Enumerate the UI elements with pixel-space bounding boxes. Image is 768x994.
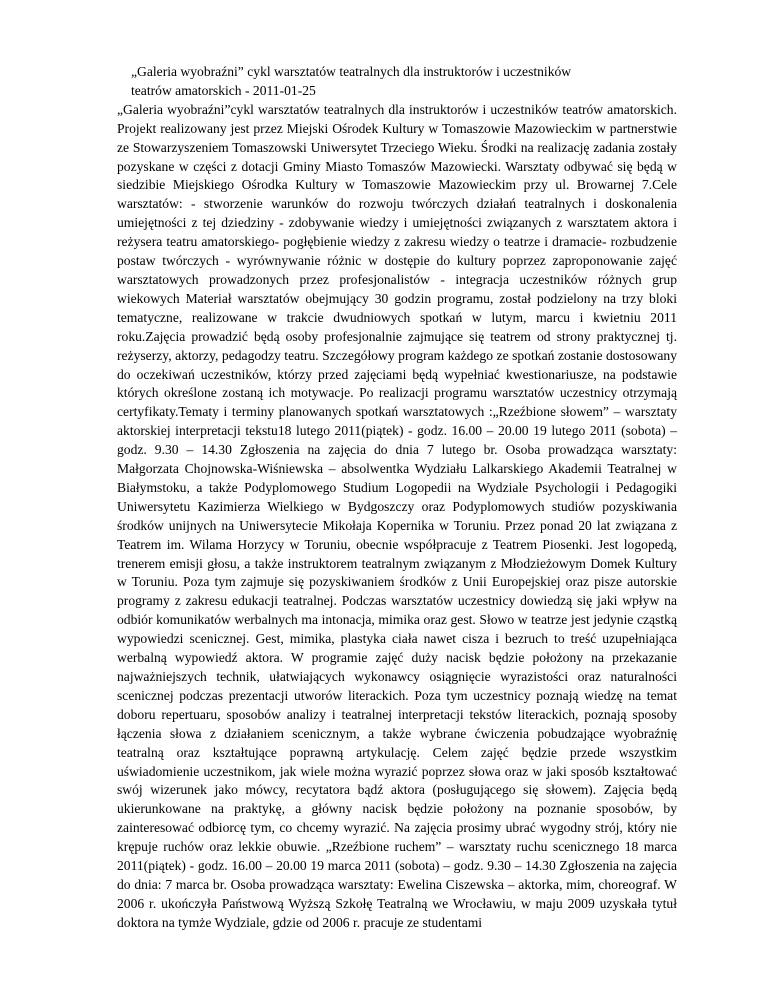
document-page (117, 63, 677, 933)
document-body: „Galeria wyobraźni”cykl warsztatów teatralnych dla instruktorów i uczestników teatrów amatorskich. Projekt realizowany jest przez Miejski Ośrodek Kultury w Tomaszowie Mazowieckim w partnerstwie ze Stowarzyszeniem Tomaszowski Uniwersytet Trzeciego Wieku. Środki na realizację zadania zostały pozyskane w części z dotacji Gminy Miasto Tomaszów Mazowiecki. Warsztaty odbywać się będą w siedzibie Miejskiego Ośrodka Kultury w Tomaszowie Mazowieckim przy ul. Browarnej 7.Cele warsztatów: - stworzenie warunków do rozwoju twórczych działań teatralnych i doskonalenia umiejętności z tej dziedziny - zdobywanie wiedzy i umiejętności związanych z warsztatem aktora i reżysera teatru amatorskiego- pogłębienie wiedzy z zakresu wiedzy o teatrze i dramacie- rozbudzenie postaw twórczych - wyrównywanie różnic w dostępie do kultury poprzez zaproponowanie zajęć warsztatowych prowadzonych przez profesjonalistów - integracja uczestników różnych grup wiekowych Materiał warsztatów obejmujący 30 godzin programu, został podzielony na trzy bloki tematyczne, realizowane w trakcie dwudniowych spotkań w lutym, marcu i kwietniu 2011 roku.Zajęcia prowadzić będą osoby profesjonalnie zajmujące się teatrem od strony praktycznej tj. reżyserzy, aktorzy, pedagodzy teatru. Szczegółowy program każdego ze spotkań zostanie dostosowany do oczekiwań uczestników, którzy przed zajęciami będą wypełniać kwestionariusze, na podstawie których określone zostaną ich motywacje. Po realizacji programu warsztatów uczestnicy otrzymają certyfikaty.Tematy i terminy planowanych spotkań warsztatowych :„Rzeźbione słowem” – warsztaty aktorskiej interpretacji tekstu18 lutego 2011(piątek) - godz. 16.00 – 20.00 19 lutego 2011 (sobota) – godz. 9.30 – 14.30 Zgłoszenia na zajęcia do dnia 7 lutego br. Osoba prowadząca warsztaty: Małgorzata Chojnowska-Wiśniewska – absolwentka Wydziału Lalkarskiego Akademii Teatralnej w Białymstoku, a także Podyplomowego Studium Logopedii na Wydziale Psychologii i Pedagogiki Uniwersytetu Kazimierza Wielkiego w Bydgoszczy oraz Podyplomowych studiów pozyskiwania środków unijnych na Uniwersytecie Mikołaja Kopernika w Toruniu. Przez ponad 20 lat związana z Teatrem im. Wilama Horzycy w Toruniu, obecnie współpracuje z Teatrem Piosenki. Jest logopedą, trenerem emisji głosu, a także instruktorem teatralnym związanym z Młodzieżowym Domek Kultury w Toruniu. Poza tym zajmuje się pozyskiwaniem środków z Unii Europejskiej oraz pisze autorskie programy z zakresu edukacji teatralnej. Podczas warsztatów uczestnicy dowiedzą się jaki wpływ na odbiór komunikatów werbalnych ma intonacja, mimika oraz gest. Słowo w teatrze jest jedynie cząstką wypowiedzi scenicznej. Gest, mimika, plastyka ciała nawet cisza i bezruch to treść uzupełniająca werbalną wypowiedź aktora. W programie zajęć duży nacisk będzie położony na przekazanie najważniejszych technik, ułatwiających wykonawcy osiągnięcie wyrazistości oraz naturalności scenicznej podczas prezentacji utworów literackich. Poza tym uczestnicy poznają wiedzę na temat doboru repertuaru, sposobów analizy i teatralnej interpretacji tekstów literackich, poznają sposoby łączenia słowa z działaniem scenicznym, a także wybrane ćwiczenia pobudzające wyobraźnię teatralną oraz kształtujące poprawną artykulację. Celem zajęć będzie przede wszystkim uświadomienie uczestnikom, jak wiele można wyrazić poprzez słowa oraz w jaki sposób kształtować swój wizerunek jako mówcy, recytatora bądź aktora (posługującego się słowem). Zajęcia będą ukierunkowane na praktykę, a główny nacisk będzie położony na poznanie sposobów, by zainteresować odbiorcę tym, co chcemy wyrazić. Na zajęcia prosimy ubrać wygodny strój, który nie krępuje ruchów oraz lekkie obuwie. „Rzeźbione ruchem” – warsztaty ruchu scenicznego 18 marca 2011(piątek) - godz. 16.00 – 20.00 19 marca 2011 (sobota) – godz. 9.30 – 14.30 Zgłoszenia na zajęcia do dnia: 7 marca br. Osoba prowadząca warsztaty: Ewelina Ciszewska – aktorka, mim, choreograf. W 2006 r. ukończyła Państwową Wyższą Szkołę Teatralną we Wrocławiu, w maju 2009 uzyskała tytuł doktora na tymże Wydziale, gdzie od 2006 r. pracuje ze studentami (117, 101, 677, 930)
document-title-line-1: „Galeria wyobraźni” cykl warsztatów teatralnych dla instruktorów i uczestników (131, 64, 572, 79)
document-title-line-2: teatrów amatorskich - 2011-01-25 (131, 82, 316, 98)
